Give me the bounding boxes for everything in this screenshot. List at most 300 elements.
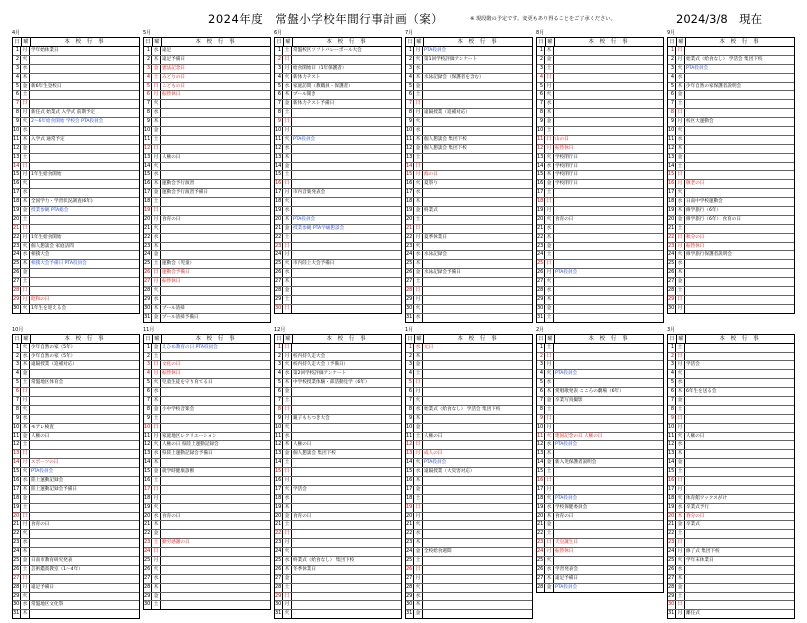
- weekday: 火: [152, 504, 161, 512]
- day-number: 23: [275, 539, 282, 546]
- weekday: 木: [414, 260, 423, 268]
- weekday: 水: [676, 504, 685, 512]
- day-number: 30: [13, 601, 20, 608]
- day-number: 7: [406, 100, 414, 108]
- weekday: 月: [676, 56, 685, 64]
- day-event: [30, 370, 139, 378]
- weekday: 土: [152, 260, 161, 268]
- day-event: 個人懇談会 集団下校: [293, 451, 336, 457]
- day-row: [537, 513, 663, 522]
- day-row: [13, 370, 139, 379]
- day-number: 2: [406, 56, 414, 64]
- day-number: 29: [275, 295, 282, 302]
- day-event: [161, 109, 270, 117]
- day-row: [668, 521, 794, 530]
- weekday: 火: [21, 56, 30, 64]
- weekday: 木: [414, 353, 423, 361]
- day-number: 6: [275, 388, 283, 396]
- day-event: 全国学力・学習状況調査(6年): [31, 199, 93, 205]
- day-event: [685, 136, 794, 144]
- day-number: 8: [144, 109, 152, 117]
- header-events: 本 校 行 事: [326, 39, 368, 45]
- weekday: 木: [283, 379, 292, 387]
- day-event: [554, 127, 663, 135]
- day-number: 6: [406, 91, 414, 99]
- day-number: 7: [144, 397, 152, 405]
- day-number: 24: [406, 548, 413, 555]
- header-day: 日: [537, 335, 546, 343]
- weekday: 日: [152, 83, 161, 91]
- day-number: 18: [537, 494, 544, 501]
- day-number: 24: [668, 548, 675, 555]
- day-event: [423, 361, 532, 369]
- day-row: [13, 450, 139, 459]
- weekday: 日: [152, 269, 161, 277]
- weekday: 金: [21, 495, 30, 503]
- calendar-grid: [12, 30, 798, 623]
- weekday: 日: [283, 344, 292, 352]
- month-label: 6月: [274, 30, 283, 36]
- day-number: 30: [275, 601, 282, 608]
- weekday: 日: [152, 207, 161, 215]
- weekday: 火: [414, 56, 423, 64]
- day-event: [554, 278, 663, 286]
- weekday: 金: [283, 513, 292, 521]
- day-row: [275, 548, 401, 557]
- day-row: [537, 180, 663, 189]
- day-row: [537, 477, 663, 486]
- day-number: 25: [144, 260, 151, 267]
- day-event: [292, 118, 401, 126]
- day-number: 8: [406, 109, 414, 117]
- day-row: [668, 83, 794, 92]
- day-event: 食育の日: [162, 513, 181, 519]
- day-number: 22: [406, 233, 413, 240]
- day-row: [144, 548, 270, 557]
- day-event: [685, 459, 794, 467]
- day-number: 4: [668, 74, 676, 82]
- day-row: [13, 296, 139, 305]
- header-weekday: 曜: [153, 38, 162, 46]
- weekday: 火: [545, 557, 554, 565]
- day-event: 常盤地区文化祭: [31, 602, 64, 608]
- day-number: 29: [13, 295, 20, 302]
- day-event: [685, 584, 794, 592]
- header-day: 日: [13, 335, 22, 343]
- weekday: 土: [676, 287, 685, 295]
- day-event: [685, 287, 794, 295]
- day-number: 13: [275, 153, 282, 160]
- weekday: 金: [283, 225, 292, 233]
- day-event: [30, 100, 139, 108]
- day-number: 2: [13, 56, 21, 64]
- day-event: [292, 296, 401, 304]
- weekday: 金: [152, 344, 161, 352]
- day-row: [406, 314, 532, 322]
- day-event: 市内陸上大会予備日: [293, 261, 335, 267]
- day-row: [275, 180, 401, 189]
- day-event: 文化の日: [162, 362, 181, 368]
- day-number: 19: [144, 503, 151, 510]
- header-weekday: 曜: [22, 38, 31, 46]
- day-event: 校内持久走大会（予備日）: [293, 362, 349, 368]
- day-event: 学校閉庁日: [555, 172, 578, 178]
- day-number: 16: [275, 476, 282, 483]
- day-row: [144, 163, 270, 172]
- day-number: 12: [537, 144, 544, 151]
- day-event: [292, 521, 401, 529]
- day-row: [275, 216, 401, 225]
- day-row: [275, 91, 401, 100]
- weekday: 火: [545, 154, 554, 162]
- weekday: 水: [545, 379, 554, 387]
- day-event: [30, 127, 139, 135]
- day-event: [554, 477, 663, 485]
- day-event: [292, 243, 401, 251]
- weekday: 水: [414, 593, 423, 601]
- day-event: 離任式: [686, 611, 700, 617]
- day-event: 終業式（給食なし） 集団下校: [293, 557, 355, 563]
- weekday: 土: [283, 109, 292, 117]
- day-row: [13, 415, 139, 424]
- weekday: 金: [414, 610, 423, 618]
- weekday: 土: [21, 154, 30, 162]
- day-row: [144, 260, 270, 269]
- day-event: 振替休日: [162, 92, 181, 98]
- day-number: 2: [275, 56, 283, 64]
- day-number: 4: [144, 74, 152, 82]
- header-events: 本 校 行 事: [64, 335, 106, 342]
- day-event: 校区大運動会: [686, 119, 714, 125]
- day-event: [30, 65, 139, 73]
- day-number: 9: [406, 415, 414, 423]
- day-number: 6: [275, 91, 283, 99]
- day-event: えひめ教育の日 PTA役員会: [162, 344, 218, 350]
- weekday: 火: [545, 433, 554, 441]
- day-event: [685, 260, 794, 268]
- weekday: 月: [676, 118, 685, 126]
- weekday: 火: [21, 344, 30, 352]
- day-number: 24: [275, 548, 282, 555]
- weekday: 土: [283, 47, 292, 55]
- day-row: [406, 207, 532, 216]
- day-number: 17: [13, 485, 20, 492]
- day-row: [144, 251, 270, 260]
- month-table-header: [537, 38, 663, 47]
- month-table-header: [13, 335, 139, 344]
- day-row: [13, 56, 139, 65]
- weekday: 水: [283, 557, 292, 565]
- day-number: 25: [406, 260, 413, 267]
- day-number: 23: [668, 242, 675, 249]
- day-number: 23: [13, 539, 20, 546]
- day-row: [668, 251, 794, 260]
- day-event: [685, 530, 794, 538]
- day-row: [144, 83, 270, 92]
- day-row: [668, 127, 794, 136]
- day-number: 30: [275, 304, 282, 311]
- weekday: 月: [152, 433, 161, 441]
- day-row: [406, 504, 532, 513]
- day-row: [406, 468, 532, 477]
- day-event: PTA役員会: [555, 495, 578, 501]
- day-event: [423, 477, 532, 485]
- day-row: [537, 243, 663, 252]
- day-row: [406, 370, 532, 379]
- day-row: [668, 593, 794, 602]
- day-number: 6: [537, 388, 545, 396]
- day-row: [13, 566, 139, 575]
- day-row: [13, 548, 139, 557]
- day-number: 11: [537, 135, 544, 142]
- day-event: [685, 269, 794, 277]
- day-row: [668, 557, 794, 566]
- day-row: [144, 424, 270, 433]
- day-event: [554, 353, 663, 361]
- weekday: 月: [676, 305, 685, 313]
- day-number: 22: [537, 530, 544, 537]
- day-row: [668, 504, 794, 513]
- day-number: 1: [144, 47, 152, 55]
- day-event: 授業参観 PTA総会: [31, 208, 69, 214]
- day-number: 14: [668, 459, 675, 466]
- day-row: [275, 100, 401, 109]
- weekday: 火: [21, 406, 30, 414]
- day-number: 26: [668, 565, 675, 572]
- day-event: 修学旅行保護者説明会: [686, 252, 732, 258]
- day-event: [161, 100, 270, 108]
- day-row: [537, 361, 663, 370]
- weekday: 月: [21, 109, 30, 117]
- weekday: 火: [152, 379, 161, 387]
- day-number: 16: [668, 476, 675, 483]
- day-number: 27: [537, 574, 544, 581]
- day-number: 20: [668, 512, 675, 519]
- day-row: [668, 91, 794, 100]
- day-event: [423, 575, 532, 583]
- day-event: 振替休日: [162, 371, 181, 377]
- day-row: [275, 361, 401, 370]
- day-number: 28: [406, 287, 413, 294]
- day-number: 27: [144, 574, 151, 581]
- weekday: 火: [414, 243, 423, 251]
- day-event: [685, 415, 794, 423]
- weekday: 木: [414, 415, 423, 423]
- day-event: [423, 278, 532, 286]
- day-number: 21: [275, 521, 282, 528]
- day-row: [537, 468, 663, 477]
- day-row: [13, 216, 139, 225]
- day-event: 1年生給食開始: [31, 172, 62, 178]
- day-number: 27: [668, 278, 675, 285]
- day-row: [668, 74, 794, 83]
- day-number: 19: [13, 503, 20, 510]
- day-number: 18: [668, 198, 675, 205]
- day-number: 10: [668, 127, 675, 134]
- weekday: 火: [21, 305, 30, 313]
- day-event: PTA役員会: [686, 65, 709, 71]
- weekday: 火: [676, 433, 685, 441]
- weekday: 火: [21, 468, 30, 476]
- day-event: [292, 287, 401, 295]
- header-weekday: 曜: [677, 335, 686, 343]
- day-row: [537, 486, 663, 495]
- day-row: [537, 314, 663, 322]
- weekday: 月: [152, 91, 161, 99]
- day-row: [144, 225, 270, 234]
- day-event: [554, 109, 663, 117]
- day-row: [668, 344, 794, 353]
- weekday: 木: [545, 575, 554, 583]
- day-number: 9: [537, 118, 545, 126]
- day-number: 16: [537, 476, 544, 483]
- day-row: [668, 459, 794, 468]
- day-row: [144, 521, 270, 530]
- day-event: 人権の日: [686, 433, 705, 439]
- weekday: 月: [21, 171, 30, 179]
- day-number: 15: [144, 468, 151, 475]
- day-event: [292, 109, 401, 117]
- day-event: [685, 171, 794, 179]
- day-row: [406, 234, 532, 243]
- day-row: [537, 539, 663, 548]
- day-event: [685, 370, 794, 378]
- day-number: 1: [406, 47, 414, 55]
- weekday: 日: [283, 593, 292, 601]
- day-row: [668, 171, 794, 180]
- day-event: [292, 207, 401, 215]
- day-event: [30, 406, 139, 414]
- day-number: 29: [668, 295, 675, 302]
- weekday: 金: [21, 83, 30, 91]
- weekday: 月: [545, 83, 554, 91]
- weekday: 月: [283, 251, 292, 259]
- day-event: PTA役員会: [555, 442, 578, 448]
- day-event: [423, 415, 532, 423]
- day-row: [144, 74, 270, 83]
- day-number: 14: [144, 162, 151, 169]
- header-day: 日: [537, 38, 546, 46]
- weekday: 水: [283, 207, 292, 215]
- weekday: 日: [414, 566, 423, 574]
- day-number: 5: [144, 379, 152, 387]
- day-number: 8: [668, 109, 676, 117]
- day-row: [406, 566, 532, 575]
- day-number: 6: [13, 91, 21, 99]
- day-number: 1: [668, 47, 676, 55]
- day-event: 学活会: [293, 486, 307, 492]
- day-event: 修了式 集団下校: [686, 549, 720, 555]
- day-event: [292, 180, 401, 188]
- day-number: 27: [144, 278, 151, 285]
- day-event: [685, 47, 794, 55]
- page-title: 2024年度 常盤小学校年間行事計画（案）: [208, 12, 444, 26]
- page-header: [0, 0, 807, 28]
- weekday: 水: [152, 171, 161, 179]
- day-number: 18: [668, 494, 675, 501]
- day-row: [275, 189, 401, 198]
- weekday: 日: [414, 163, 423, 171]
- weekday: 金: [545, 180, 554, 188]
- day-row: [275, 118, 401, 127]
- weekday: 土: [414, 278, 423, 286]
- day-row: [406, 433, 532, 442]
- day-event: [423, 216, 532, 224]
- day-row: [275, 513, 401, 522]
- day-row: [406, 610, 532, 618]
- month-block: [405, 327, 533, 620]
- day-row: [406, 91, 532, 100]
- day-number: 20: [537, 512, 544, 519]
- day-row: [144, 468, 270, 477]
- day-event: [685, 353, 794, 361]
- day-number: 26: [144, 269, 151, 276]
- day-number: 23: [144, 539, 151, 546]
- day-row: [13, 83, 139, 92]
- day-event: [292, 477, 401, 485]
- month-table: [12, 334, 140, 620]
- day-event: 学校保健委員会: [555, 504, 588, 510]
- header-weekday: 曜: [546, 335, 555, 343]
- day-number: 12: [668, 144, 675, 151]
- month-label: 11月: [143, 326, 155, 333]
- day-row: [144, 296, 270, 305]
- weekday: 月: [21, 234, 30, 242]
- weekday: 日: [676, 415, 685, 423]
- day-row: [275, 521, 401, 530]
- day-row: [144, 314, 270, 322]
- day-row: [13, 593, 139, 602]
- weekday: 水: [21, 251, 30, 259]
- day-row: [144, 495, 270, 504]
- day-number: 28: [668, 583, 675, 590]
- day-row: [275, 56, 401, 65]
- weekday: 土: [283, 459, 292, 467]
- day-row: [537, 287, 663, 296]
- day-number: 15: [13, 468, 20, 475]
- month-table: [667, 37, 795, 314]
- day-row: [13, 287, 139, 296]
- day-number: 7: [275, 100, 283, 108]
- weekday: 水: [545, 566, 554, 574]
- day-event: 天皇誕生日: [555, 540, 578, 546]
- day-event: [161, 415, 270, 423]
- day-row: [144, 287, 270, 296]
- day-number: 23: [275, 242, 282, 249]
- weekday: 月: [152, 278, 161, 286]
- weekday: 水: [545, 100, 554, 108]
- day-number: 28: [13, 583, 20, 590]
- weekday: 水: [21, 353, 30, 361]
- day-event: 学校閉庁日: [555, 163, 578, 169]
- day-event: [423, 91, 532, 99]
- day-event: [292, 406, 401, 414]
- weekday: 金: [152, 65, 161, 73]
- day-event: [423, 260, 532, 268]
- day-event: [161, 127, 270, 135]
- day-number: 12: [275, 441, 282, 448]
- day-event: [423, 296, 532, 304]
- day-row: [406, 495, 532, 504]
- day-number: 30: [537, 304, 544, 311]
- day-number: 11: [406, 135, 413, 142]
- day-row: [144, 269, 270, 278]
- day-event: [161, 243, 270, 251]
- weekday: 火: [283, 74, 292, 82]
- day-event: [554, 74, 663, 82]
- weekday: 水: [676, 379, 685, 387]
- day-row: [406, 278, 532, 287]
